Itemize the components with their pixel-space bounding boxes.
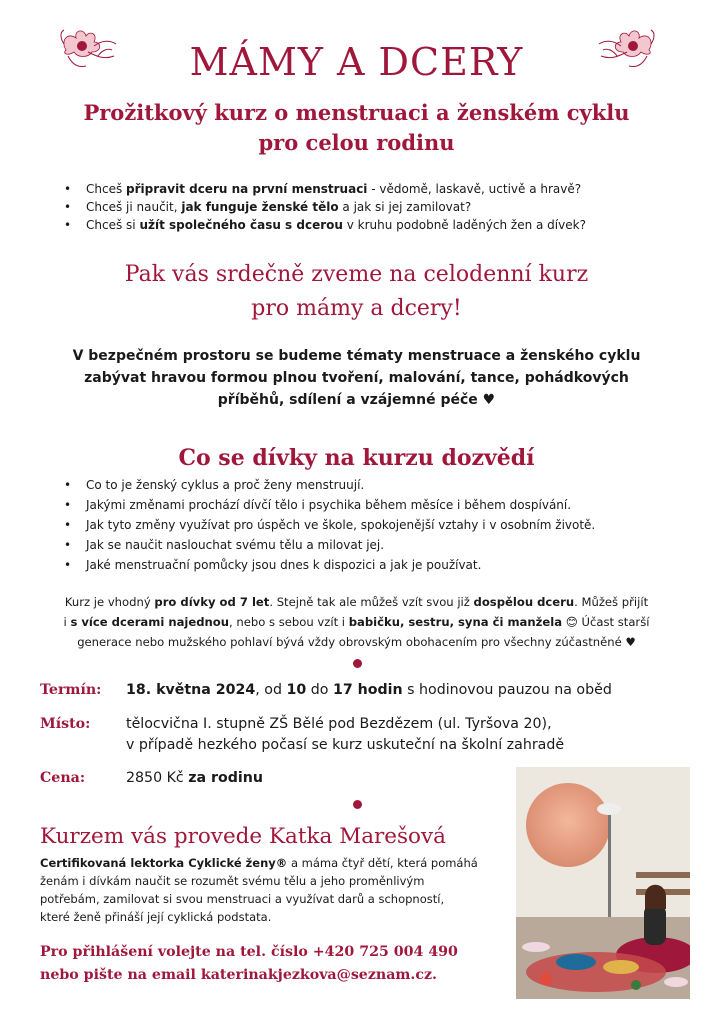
divider-dot [353,659,362,668]
invitation-heading: Pak vás srdečně zveme na celodenní kurz pro mámy a dcery! [124,262,589,321]
guide-bio: Certifikovaná lektorka Cyklické ženy® a máma čtyř dětí, která pomáhá ženám i dívkám naučit se rozumět svému tělu a jeho proměnlivým potřebám, zamilovat si svou menstruaci a využívat darů a schopností, které ženě přináší její cyklická podstata. [40,856,478,924]
suitability-text: Kurz je vhodný pro dívky od 7 let. Stejně tak ale můžeš vzít svou již dospělou dceru. Můžeš přijít i s více dcerami najednou, nebo s sebou vzít i babičku, sestru, syna či manžela 😊 Účast starší generace nebo mužského pohlaví bývá vždy obrovským obohacením pro všechny zúčastněné ♥ [63,595,650,649]
guide-heading: Kurzem vás provede Katka Marešová [40,824,446,849]
page-title: MÁMY A DCERY [189,40,524,84]
contact-email: nebo pište na email katerinakjezkova@seznam.cz. [40,967,437,983]
list-item: • Co to je ženský cyklus a proč ženy menstruují. [86,475,595,495]
instructor-photo [516,767,690,999]
date-label: Termín: [40,682,102,698]
list-item: • Jak se naučit naslouchat svému tělu a milovat jej. [86,535,595,555]
question-list [62,180,586,234]
contact-phone: Pro přihlášení volejte na tel. číslo +420 725 004 490 [40,944,458,960]
list-item: • Jak tyto změny využívat pro úspěch ve škole, spokojenější vztahy i v osobním životě. [86,515,595,535]
date-value: 18. května 2024, od 10 do 17 hodin s hodinovou pauzou na oběd [126,682,612,698]
list-item: • Chceš připravit dceru na první menstruaci - vědomě, laskavě, uctivě a hravě? [86,180,586,198]
list-item: • Chceš si užít společného času s dcerou v kruhu podobně laděných žen a dívek? [86,216,586,234]
price-label: Cena: [40,770,86,786]
mission-statement: V bezpečném prostoru se budeme tématy menstruace a ženského cyklu zabývat hravou formou plnou tvoření, malování, tance, pohádkových příběhů, sdílení a vzájemné péče ♥ [72,348,641,408]
page-subtitle: Prožitkový kurz o menstruaci a ženském cyklu pro celou rodinu [83,100,630,155]
learn-heading: Co se dívky na kurzu dozvědí [178,445,535,471]
divider-dot [353,800,362,809]
list-item: • Chceš ji naučit, jak funguje ženské tělo a jak si jej zamilovat? [86,198,586,216]
place-label: Místo: [40,716,91,732]
price-value: 2850 Kč za rodinu [126,770,263,786]
place-value: tělocvična I. stupně ZŠ Bělé pod Bezdězem (ul. Tyršova 20), v případě hezkého počasí se kurz uskuteční na školní zahradě [126,716,565,753]
list-item: • Jaké menstruační pomůcky jsou dnes k dispozici a jak je používat. [86,555,595,575]
list-item: • Jakými změnami prochází dívčí tělo i psychika během měsíce i během dospívání. [86,495,595,515]
learn-list [62,475,595,575]
contact-info [40,941,458,987]
